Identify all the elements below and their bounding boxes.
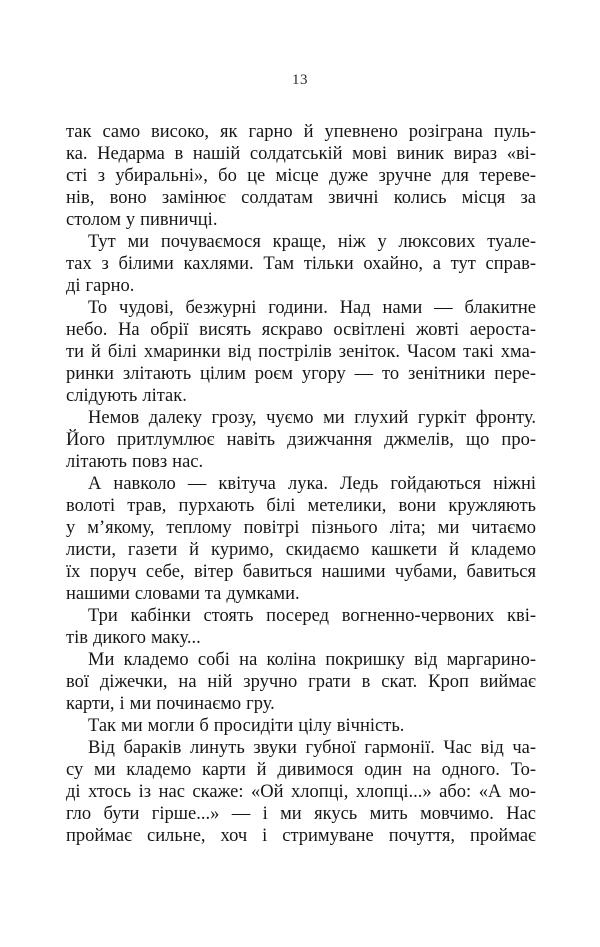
text-line: Ми кладемо собі на коліна покришку від маргарино- [88,650,536,670]
text-line: тах з білими кахлями. Там тільки охайно, а тут справ- [66,254,536,274]
text-line: карти, і ми починаємо гру. [66,694,275,714]
text-line: Його притлумлює навіть дзижчання джмелів, що про- [66,430,536,450]
text-line: ка. Недарма в нашій солдатській мові виник вираз «ві- [66,144,536,164]
text-line: ти й білі хмаринки від пострілів зеніток. Часом такі хма- [66,342,536,362]
text-line: То чудові, безжурні години. Над нами — блакитне [88,298,536,318]
text-line: так само високо, як гарно й упевнено розіграна пуль- [66,122,536,142]
text-line: тів дикого маку... [66,628,201,648]
paragraph [66,297,536,407]
text-line: ринки злітають цілим роєм угору — то зенітники пере- [66,364,536,384]
text-line: проймає сильне, хоч і стримуване почуття, проймає [66,826,536,846]
text-line: небо. На обрії висять яскраво освітлені жовті аероста- [66,320,536,340]
text-line: су ми кладемо карти й дивимося один на одного. То- [66,760,536,780]
text-line: ді хтось із нас скаже: «Ой хлопці, хлопці...» або: «А мо- [66,782,536,802]
text-line: Тут ми почуваємося краще, ніж у люксових туале- [88,232,536,252]
text-line: літають повз нас. [66,452,204,472]
paragraph [66,121,536,231]
text-line: листи, газети й куримо, скидаємо кашкети й кладемо [66,540,536,560]
paragraph [66,231,536,297]
paragraph [66,407,536,473]
text-line: А навколо — квітуча лука. Ледь гойдаються ніжні [88,474,536,494]
text-line: волоті трав, пурхають білі метелики, вони кружляють [66,496,536,516]
paragraph [66,649,536,715]
text-line: гло бути гірше...» — і ми якусь мить мовчимо. Нас [66,804,536,824]
text-line: сті з убиральні», бо це місце дуже зручне для тереве- [66,166,536,186]
text-line: Немов далеку грозу, чуємо ми глухий гуркіт фронту. [88,408,536,428]
text-line: нів, воно замінює солдатам звичні колись місця за [66,188,536,208]
text-line: нашими словами та думками. [66,584,300,604]
text-line: вої діжечки, на ній зручно грати в скат. Кроп виймає [66,672,536,692]
text-line: Три кабінки стоять посеред вогненно-червоних кві- [88,606,536,626]
paragraph [66,737,536,847]
text-line: їх поруч себе, вітер бавиться нашими чубами, бавиться [66,562,536,582]
paragraph [66,715,536,737]
paragraph [66,605,536,649]
text-line: Так ми могли б просидіти цілу вічність. [88,716,405,736]
text-line: Від бараків линуть звуки губної гармонії. Час від ча- [88,738,536,758]
text-line: у м’якому, теплому повітрі пізнього літа; ми читаємо [66,518,536,538]
text-line: столом у пивничці. [66,210,218,230]
text-line: слідують літак. [66,386,187,406]
text-block [66,121,536,847]
paragraph [66,473,536,605]
page-number: 13 [292,72,308,88]
text-line: ді гарно. [66,276,135,296]
